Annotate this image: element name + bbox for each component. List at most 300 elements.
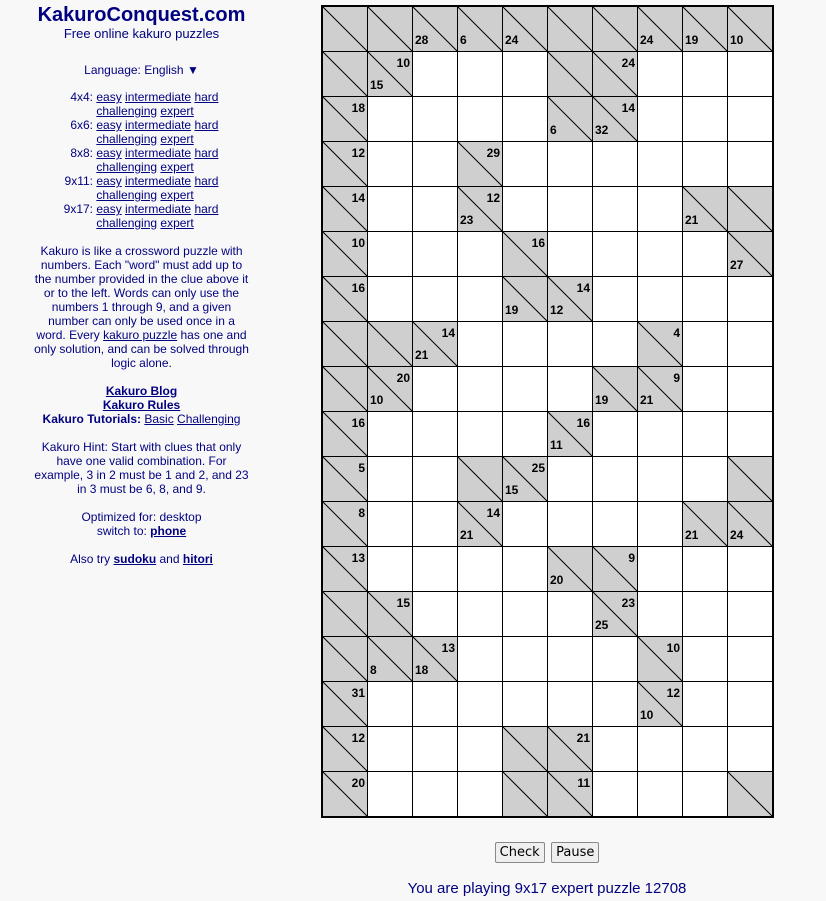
size-label-cell xyxy=(0,118,93,132)
entry-cell[interactable] xyxy=(413,412,458,457)
entry-cell[interactable] xyxy=(503,412,548,457)
board-row xyxy=(322,277,773,322)
entry-cell[interactable] xyxy=(368,97,413,142)
clue-down-number: 27 xyxy=(730,258,744,272)
difficulty-link[interactable]: challenging xyxy=(96,160,158,174)
clue-across-number: 14 xyxy=(486,506,500,520)
entry-cell[interactable] xyxy=(638,412,683,457)
size-links xyxy=(93,202,233,216)
chevron-down-icon[interactable]: ▼ xyxy=(186,63,199,77)
entry-cell[interactable] xyxy=(503,637,548,682)
entry-cell[interactable] xyxy=(548,457,593,502)
clue-cell xyxy=(413,637,458,682)
clue-cell xyxy=(503,277,548,322)
size-row-indent xyxy=(0,188,93,202)
entry-cell[interactable] xyxy=(638,592,683,637)
clue-cell xyxy=(593,592,638,637)
entry-cell[interactable] xyxy=(503,502,548,547)
diagonal-line-icon xyxy=(548,7,592,51)
clue-cell xyxy=(593,52,638,97)
entry-cell[interactable] xyxy=(683,457,728,502)
clue-down-number: 21 xyxy=(415,348,429,362)
clue-cell xyxy=(548,277,593,322)
entry-cell[interactable] xyxy=(683,97,728,142)
entry-cell[interactable] xyxy=(728,142,774,187)
difficulty-link[interactable]: intermediate xyxy=(125,174,192,188)
clue-across-number: 10 xyxy=(396,56,410,70)
clue-across-number: 18 xyxy=(351,101,365,115)
clue-cell xyxy=(728,457,774,502)
size-label-cell xyxy=(0,202,93,216)
entry-cell[interactable] xyxy=(728,277,774,322)
entry-cell[interactable] xyxy=(458,52,503,97)
clue-cell xyxy=(322,727,368,772)
entry-cell[interactable] xyxy=(548,322,593,367)
clue-cell xyxy=(638,367,683,412)
diagonal-line-icon xyxy=(458,457,502,501)
size-row xyxy=(0,202,283,216)
difficulty-link[interactable]: hard xyxy=(194,202,219,216)
size-links xyxy=(93,160,233,174)
entry-cell[interactable] xyxy=(413,727,458,772)
entry-cell[interactable] xyxy=(413,682,458,727)
clue-across-number: 15 xyxy=(396,596,410,610)
site-title-link[interactable]: KakuroConquest.com xyxy=(37,4,246,26)
entry-cell[interactable] xyxy=(683,322,728,367)
diagonal-line-icon xyxy=(323,52,367,96)
clue-cell xyxy=(413,6,458,52)
difficulty-link[interactable]: intermediate xyxy=(125,118,192,132)
difficulty-link[interactable]: expert xyxy=(160,216,194,230)
entry-cell[interactable] xyxy=(503,592,548,637)
diagonal-line-icon xyxy=(593,7,637,51)
clue-across-number: 29 xyxy=(486,146,500,160)
size-links xyxy=(93,118,233,132)
entry-cell[interactable] xyxy=(638,142,683,187)
entry-cell[interactable] xyxy=(728,322,774,367)
entry-cell[interactable] xyxy=(683,142,728,187)
size-label-cell xyxy=(0,90,93,104)
clue-cell xyxy=(548,97,593,142)
difficulty-link[interactable]: expert xyxy=(160,132,194,146)
entry-cell[interactable] xyxy=(458,682,503,727)
entry-cell[interactable] xyxy=(458,97,503,142)
clue-cell xyxy=(548,412,593,457)
clue-cell xyxy=(503,727,548,772)
entry-cell[interactable] xyxy=(593,682,638,727)
clue-cell xyxy=(503,232,548,277)
kakuro-puzzle-link[interactable]: kakuro puzzle xyxy=(103,328,178,342)
entry-cell[interactable] xyxy=(503,547,548,592)
entry-cell[interactable] xyxy=(683,367,728,412)
entry-cell[interactable] xyxy=(413,547,458,592)
size-label: 9x17: xyxy=(63,202,93,216)
clue-cell xyxy=(548,6,593,52)
entry-cell[interactable] xyxy=(638,547,683,592)
diagonal-line-icon xyxy=(323,637,367,681)
entry-cell[interactable] xyxy=(638,277,683,322)
kakuro-hint: Kakuro Hint: Start with clues that only have one valid combination. For example, 3 in 2 must be 1 and 2, and 23 in 3 must be 6, 8, and 9. xyxy=(34,440,249,496)
difficulty-link[interactable]: challenging xyxy=(96,216,158,230)
clue-cell xyxy=(638,637,683,682)
entry-cell[interactable] xyxy=(728,52,774,97)
diagonal-line-icon xyxy=(368,322,412,366)
entry-cell[interactable] xyxy=(458,637,503,682)
entry-cell[interactable] xyxy=(458,772,503,818)
check-button[interactable]: Check xyxy=(495,842,545,863)
entry-cell[interactable] xyxy=(593,232,638,277)
clue-across-number: 16 xyxy=(351,281,365,295)
clue-cell xyxy=(503,6,548,52)
difficulty-link[interactable]: expert xyxy=(160,188,194,202)
entry-cell[interactable] xyxy=(548,142,593,187)
entry-cell[interactable] xyxy=(503,187,548,232)
size-label: 9x11: xyxy=(64,174,93,188)
difficulty-link[interactable]: hard xyxy=(194,90,219,104)
difficulty-link[interactable]: intermediate xyxy=(125,146,192,160)
entry-cell[interactable] xyxy=(413,52,458,97)
clue-down-number: 6 xyxy=(460,33,467,47)
entry-cell[interactable] xyxy=(368,187,413,232)
size-row-continued xyxy=(0,104,283,118)
entry-cell[interactable] xyxy=(683,727,728,772)
entry-cell[interactable] xyxy=(548,637,593,682)
entry-cell[interactable] xyxy=(458,322,503,367)
clue-cell xyxy=(458,187,503,232)
clue-across-number: 31 xyxy=(351,686,365,700)
entry-cell[interactable] xyxy=(413,277,458,322)
clue-cell xyxy=(458,457,503,502)
entry-cell[interactable] xyxy=(458,727,503,772)
clue-cell xyxy=(368,322,413,367)
entry-cell[interactable] xyxy=(638,502,683,547)
tutorial-challenging-link[interactable]: Challenging xyxy=(177,412,241,426)
clue-down-number: 24 xyxy=(730,528,744,542)
entry-cell[interactable] xyxy=(593,502,638,547)
board-row xyxy=(322,322,773,367)
size-row-indent xyxy=(0,104,93,118)
switch-to-phone-link[interactable]: phone xyxy=(150,524,187,538)
entry-cell[interactable] xyxy=(458,547,503,592)
clue-down-number: 24 xyxy=(505,33,519,47)
size-row xyxy=(0,174,283,188)
difficulty-link[interactable]: hard xyxy=(194,118,219,132)
entry-cell[interactable] xyxy=(413,592,458,637)
entry-cell[interactable] xyxy=(368,502,413,547)
kakuro-blog-link[interactable]: Kakuro Blog xyxy=(105,384,178,398)
size-label-cell xyxy=(0,146,93,160)
size-row-indent xyxy=(0,160,93,174)
difficulty-link[interactable]: challenging xyxy=(96,188,158,202)
clue-across-number: 8 xyxy=(358,506,365,520)
entry-cell[interactable] xyxy=(458,592,503,637)
language-label: Language: xyxy=(84,63,141,77)
entry-cell[interactable] xyxy=(683,52,728,97)
sudoku-link[interactable]: sudoku xyxy=(113,552,157,566)
board-row xyxy=(322,187,773,232)
entry-cell[interactable] xyxy=(413,232,458,277)
size-links xyxy=(93,104,233,118)
entry-cell[interactable] xyxy=(728,547,774,592)
diagonal-line-icon xyxy=(728,457,772,501)
entry-cell[interactable] xyxy=(683,682,728,727)
clue-cell xyxy=(593,367,638,412)
entry-cell[interactable] xyxy=(638,52,683,97)
clue-cell xyxy=(322,772,368,818)
clue-cell xyxy=(322,637,368,682)
clue-down-number: 21 xyxy=(640,393,654,407)
entry-cell[interactable] xyxy=(368,232,413,277)
clue-across-number: 12 xyxy=(666,686,680,700)
clue-down-number: 15 xyxy=(370,78,384,92)
entry-cell[interactable] xyxy=(593,142,638,187)
entry-cell[interactable] xyxy=(368,547,413,592)
diagonal-line-icon xyxy=(503,772,547,816)
clue-across-number: 25 xyxy=(531,461,545,475)
entry-cell[interactable] xyxy=(503,52,548,97)
entry-cell[interactable] xyxy=(638,97,683,142)
entry-cell[interactable] xyxy=(548,502,593,547)
clue-cell xyxy=(638,682,683,727)
difficulty-link[interactable]: easy xyxy=(96,118,122,132)
entry-cell[interactable] xyxy=(683,772,728,818)
size-links xyxy=(93,216,233,230)
difficulty-link[interactable]: easy xyxy=(96,202,122,216)
entry-cell[interactable] xyxy=(728,412,774,457)
clue-cell xyxy=(548,52,593,97)
clue-cell xyxy=(548,727,593,772)
diagonal-line-icon xyxy=(503,727,547,771)
difficulty-link[interactable]: easy xyxy=(96,174,122,188)
clue-cell xyxy=(728,772,774,818)
entry-cell[interactable] xyxy=(503,142,548,187)
entry-cell[interactable] xyxy=(503,97,548,142)
tutorials-row xyxy=(0,412,283,426)
clue-across-number: 9 xyxy=(628,551,635,565)
board-row xyxy=(322,232,773,277)
entry-cell[interactable] xyxy=(593,412,638,457)
size-row xyxy=(0,90,283,104)
clue-cell xyxy=(458,6,503,52)
clue-down-number: 25 xyxy=(595,618,609,632)
clue-down-number: 23 xyxy=(460,213,474,227)
board-row xyxy=(322,52,773,97)
entry-cell[interactable] xyxy=(413,367,458,412)
pause-button[interactable]: Pause xyxy=(551,842,599,863)
entry-cell[interactable] xyxy=(503,322,548,367)
diagonal-line-icon xyxy=(323,322,367,366)
clue-down-number: 12 xyxy=(550,303,564,317)
difficulty-link[interactable]: expert xyxy=(160,160,194,174)
entry-cell[interactable] xyxy=(593,457,638,502)
board-row xyxy=(322,592,773,637)
entry-cell[interactable] xyxy=(458,232,503,277)
clue-cell xyxy=(548,547,593,592)
clue-cell xyxy=(368,637,413,682)
entry-cell[interactable] xyxy=(548,187,593,232)
entry-cell[interactable] xyxy=(368,412,413,457)
clue-cell xyxy=(683,502,728,547)
diagonal-line-icon xyxy=(323,367,367,411)
clue-across-number: 12 xyxy=(351,146,365,160)
diagonal-line-icon xyxy=(728,772,772,816)
difficulty-link[interactable]: easy xyxy=(96,90,122,104)
entry-cell[interactable] xyxy=(593,637,638,682)
switch-label: switch to: xyxy=(96,524,147,538)
board-row xyxy=(322,682,773,727)
board-row xyxy=(322,547,773,592)
size-row-continued xyxy=(0,188,283,202)
clue-cell xyxy=(683,6,728,52)
size-links xyxy=(93,174,233,188)
diagonal-line-icon xyxy=(728,187,772,231)
clue-cell xyxy=(728,187,774,232)
clue-cell xyxy=(322,97,368,142)
entry-cell[interactable] xyxy=(458,367,503,412)
clue-across-number: 4 xyxy=(673,326,680,340)
entry-cell[interactable] xyxy=(503,682,548,727)
difficulty-link[interactable]: challenging xyxy=(96,132,158,146)
clue-down-number: 32 xyxy=(595,123,609,137)
entry-cell[interactable] xyxy=(683,412,728,457)
clue-across-number: 16 xyxy=(531,236,545,250)
clue-cell xyxy=(593,97,638,142)
difficulty-link[interactable]: intermediate xyxy=(125,90,192,104)
clue-across-number: 23 xyxy=(621,596,635,610)
description-text-2: has one and only solution, and can be solved through logic alone. xyxy=(34,328,249,370)
entry-cell[interactable] xyxy=(638,772,683,818)
clue-across-number: 20 xyxy=(396,371,410,385)
clue-across-number: 13 xyxy=(351,551,365,565)
entry-cell[interactable] xyxy=(683,592,728,637)
entry-cell[interactable] xyxy=(683,277,728,322)
entry-cell[interactable] xyxy=(548,682,593,727)
clue-across-number: 12 xyxy=(351,731,365,745)
entry-cell[interactable] xyxy=(593,322,638,367)
clue-down-number: 10 xyxy=(640,708,654,722)
difficulty-link[interactable]: hard xyxy=(194,146,219,160)
entry-cell[interactable] xyxy=(458,277,503,322)
entry-cell[interactable] xyxy=(728,97,774,142)
clue-cell xyxy=(368,367,413,412)
clue-cell xyxy=(322,682,368,727)
entry-cell[interactable] xyxy=(413,187,458,232)
entry-cell[interactable] xyxy=(728,682,774,727)
entry-cell[interactable] xyxy=(413,502,458,547)
entry-cell[interactable] xyxy=(728,727,774,772)
clue-cell xyxy=(322,6,368,52)
entry-cell[interactable] xyxy=(728,592,774,637)
clue-across-number: 14 xyxy=(621,101,635,115)
entry-cell[interactable] xyxy=(548,592,593,637)
clue-down-number: 21 xyxy=(460,528,474,542)
difficulty-link[interactable]: easy xyxy=(96,146,122,160)
difficulty-link[interactable]: hard xyxy=(194,174,219,188)
clue-cell xyxy=(322,142,368,187)
entry-cell[interactable] xyxy=(593,772,638,818)
entry-cell[interactable] xyxy=(593,187,638,232)
tutorial-basic-link[interactable]: Basic xyxy=(144,412,174,426)
entry-cell[interactable] xyxy=(368,142,413,187)
entry-cell[interactable] xyxy=(638,232,683,277)
entry-cell[interactable] xyxy=(638,457,683,502)
puzzle-size-list xyxy=(0,90,283,230)
entry-cell[interactable] xyxy=(413,97,458,142)
entry-cell[interactable] xyxy=(368,772,413,818)
clue-down-number: 10 xyxy=(370,393,384,407)
entry-cell[interactable] xyxy=(368,277,413,322)
entry-cell[interactable] xyxy=(593,727,638,772)
entry-cell[interactable] xyxy=(683,547,728,592)
clue-cell xyxy=(638,6,683,52)
clue-across-number: 12 xyxy=(486,191,500,205)
clue-cell xyxy=(503,457,548,502)
tutorials-label: Kakuro Tutorials: xyxy=(42,412,142,426)
difficulty-link[interactable]: intermediate xyxy=(125,202,192,216)
size-row-indent xyxy=(0,132,93,146)
entry-cell[interactable] xyxy=(728,637,774,682)
clue-cell xyxy=(322,502,368,547)
clue-down-number: 19 xyxy=(595,393,609,407)
puzzle-status: You are playing 9x17 expert puzzle 12708 xyxy=(407,880,687,897)
clue-across-number: 20 xyxy=(351,776,365,790)
clue-across-number: 21 xyxy=(576,731,590,745)
board-row xyxy=(322,367,773,412)
entry-cell[interactable] xyxy=(728,367,774,412)
clue-across-number: 14 xyxy=(441,326,455,340)
sidebar xyxy=(0,0,283,566)
entry-cell[interactable] xyxy=(548,367,593,412)
hitori-link[interactable]: hitori xyxy=(182,552,213,566)
entry-cell[interactable] xyxy=(683,637,728,682)
clue-cell xyxy=(503,772,548,818)
entry-cell[interactable] xyxy=(593,277,638,322)
board-row xyxy=(322,6,773,52)
site-tagline: Free online kakuro puzzles xyxy=(63,26,220,41)
entry-cell[interactable] xyxy=(413,457,458,502)
clue-down-number: 19 xyxy=(685,33,699,47)
entry-cell[interactable] xyxy=(638,727,683,772)
language-selector[interactable] xyxy=(0,63,283,77)
size-row-continued xyxy=(0,160,283,174)
clue-down-number: 18 xyxy=(415,663,429,677)
entry-cell[interactable] xyxy=(368,682,413,727)
board-row xyxy=(322,457,773,502)
clue-cell xyxy=(638,322,683,367)
entry-cell[interactable] xyxy=(413,772,458,818)
diagonal-line-icon xyxy=(368,7,412,51)
difficulty-link[interactable]: expert xyxy=(160,104,194,118)
language-value[interactable]: English xyxy=(144,63,184,77)
clue-cell xyxy=(322,412,368,457)
board-row xyxy=(322,142,773,187)
clue-down-number: 21 xyxy=(685,528,699,542)
entry-cell[interactable] xyxy=(368,457,413,502)
entry-cell[interactable] xyxy=(503,367,548,412)
entry-cell[interactable] xyxy=(548,232,593,277)
entry-cell[interactable] xyxy=(413,142,458,187)
entry-cell[interactable] xyxy=(368,727,413,772)
entry-cell[interactable] xyxy=(638,187,683,232)
entry-cell[interactable] xyxy=(458,412,503,457)
size-label: 6x6: xyxy=(70,118,93,132)
kakuro-board xyxy=(321,5,774,818)
difficulty-link[interactable]: challenging xyxy=(96,104,158,118)
clue-cell xyxy=(593,6,638,52)
size-label-cell xyxy=(0,174,93,188)
entry-cell[interactable] xyxy=(683,232,728,277)
kakuro-rules-link[interactable]: Kakuro Rules xyxy=(102,398,181,412)
